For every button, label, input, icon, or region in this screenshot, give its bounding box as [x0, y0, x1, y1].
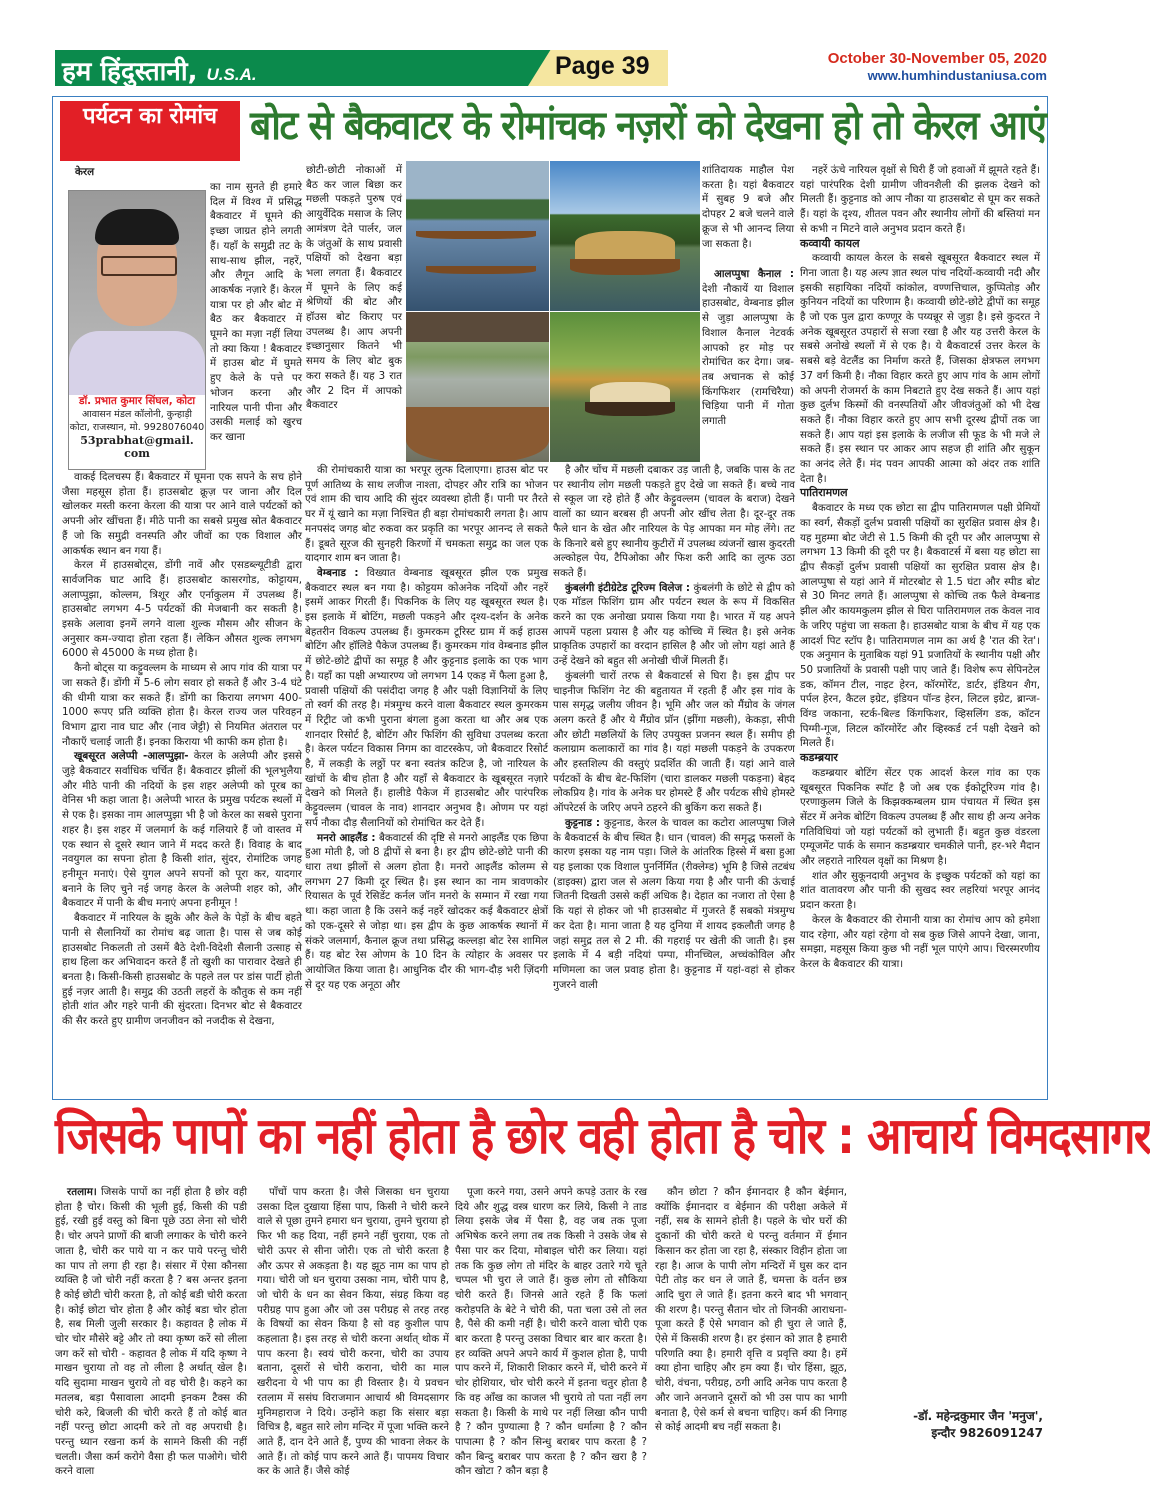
paragraph: शांत और सुकूनदायी अनुभव के इच्छुक पर्यटकों को यहां का शांत वातावरण और पानी की सुखद स्वर लहरियां भरपूर आनंद प्रदान करता है।: [800, 869, 1040, 912]
paragraph: पूजा करने गया, उसने अपने कपड़े उतार के रख दिये और शुद्ध वस्त्र धारण कर लिये, किसी ने ताड लिया इसके जेब में पैसा है, वह जब तक पूजा अभिषेक करने लगा तब तक किसी ने उसके जेब से पैसा पार कर दिया, मोबाइल चोरी कर लिया। यहां तक कि कुछ लोग तो मंदिर के बाहर उतारे गये चूते चप्पल भी चुरा ले जाते हैं। कुछ लोग तो सौकिया चोरी करते हैं। जिनसे आते रहते हैं कि फलां करोड़पति के बेटे ने चोरी की, पता चला उसे तो लत है, पैसे की कमी नहीं है। चोरी करने वाला चोरी एक बार करता है परन्तु उसका विचार बार बार करता है। हर व्यक्ति अपने अपने कार्य में कुशल होता है, पापी पाप करने में, शिकारी शिकार करने में, चोरी करने में चोर होशियार, चोर चोरी करने में इतना चतुर होता है कि वह आँख का काजल भी चुराये तो पता नहीं लग सकता है। किसी के माथे पर नहीं लिखा कौन पापी है ? कौन पुण्यात्मा है ? कौन धर्मात्मा है ? कौन पापात्मा है ? कौन सिन्धु बराबर पाप करता है ? कौन बिन्दु बराबर पाप करता है ? कौन खरा है ? कौन खोटा ? कौन बड़ा है: [455, 1186, 647, 1478]
col2-top-text: छोटी-छोटी नोकाओं में बैठ कर जाल बिछा कर मछली पकड़ते पुरुष एवं आयुर्वेदिक मसाज के लिए आमंत्रण देते पार्लर, जल के जंतुओं के साथ प्रवासी पक्षियों को देखना बड़ा भला लगता हैं। बैकवाटर में घूमने के लिए कई श्रेणियों की बोट और हॉउस बोट किराए पर उपलब्ध है। आप अपनी इच्छानुसार कितने भी समय के लिए बोट बुक करा सकते हैं। यह 3 रात और 2 दिन में आपको बैकवाटर: [306, 164, 402, 412]
article-headline: बोट से बैकवाटर के रोमांचक नज़रों को देखना हो तो केरल आएं: [250, 103, 1046, 149]
paragraph: मनरो आइलैंड : बैकवाटर्स की दृष्टि से मनरो आइलैंड एक छिपा हुआ मोती है, जो 8 द्वीपों से बना है। हर द्वीप छोटे-छोटे पानी की धारा तथा झीलों से अलग होता है। मनरो आइलैंड कोलम्म से लगभग 27 किमी दूर स्थित है। इस स्थान का नाम त्रावणकोर रियासत के पूर्व रेसिडेंट कर्नल जॉन मनरो के सम्मान में रखा गया था। कहा जाता है कि उसने कई नहरें खोदकर कई बैकवाटर क्षेत्रों को एक-दूसरे से जोड़ा था। इस द्वीप के कुछ आकर्षक स्थानों में संकरे जलमार्ग, कैनाल क्रूज तथा प्रसिद्ध कल्लड़ा बोट रेस शामिल हैं। यह बोट रेस ओणम के 10 दिन के त्योहार के अवसर पर आयोजित किया जाता है। आधुनिक दौर की भाग-दौड़ भरी ज़िंदगी से दूर यह एक अनूठा और: [305, 831, 548, 991]
paragraph: बैकवाटर में नारियल के झुके और केले के पेड़ों के बीच बहते पानी से सैलानियों का रोमांच बढ़ जाता है। पास से जब कोई हाउसबोट निकलती तो उसमें बैठे देशी-विदेशी सैलानी उत्साह से हाथ हिला कर अभिवादन करते हैं तो खुशी का पारावार देखते ही बनता है। किसी-किसी हाउसबोट के पहले तल पर डांस पार्टी होती हुई नज़र आती है। समुद्र की उठती लहरों के कौतुक से कम नहीं होती शांत और गहरे पानी की सुंदरता। दिनभर बोट से बैकवाटर की सैर करते हुए ग्रामीण जनजीवन को नजदीक से देखना,: [62, 912, 302, 1028]
paragraph: आलप्पुषा कैनाल : देशी नौकायें या विशाल हाउसबोट, वेम्बनाड झील से जुड़ा आलप्पुषा के विशाल कैनाल नेटवर्क आपको हर मोड़ पर रोमांचित कर देगा। जब-तब अचानक से कोई किंगफिशर (रामचिरैया) चिड़िया पानी में गोता लगाती: [702, 268, 794, 428]
article2-col2: [257, 1185, 449, 1478]
issue-date: October 30-November 05, 2020: [827, 50, 1047, 67]
paragraph: कव्वायी कायल केरल के सबसे खूबसूरत बैकवाटर स्थल में गिना जाता है। यह अल्प ज्ञात स्थल पांच नदियों-कव्वायी नदी और इसकी सहायिका नदियों कांकोल, वण्णत्तिचाल, कुप्पितोड़ और कुनियन नदियों का परिणाम है। कव्वायी छोटे-छोटे द्वीपों का समूह है जो एक पुल द्वारा कण्णूर के पय्यन्नूर से जुड़ा है। इसे कुदरत ने अनेक खूबसूरत उपहारों से सजा रखा है और यह उत्तरी केरल के सबसे अनोखे स्थलों में से एक है। ये बैकवाटर्स उत्तर केरल के सबसे बड़े वेटलैंड का निर्माण करते हैं, जिसका क्षेत्रफल लगभग 37 वर्ग किमी है। नौका विहार करते हुए आप गांव के आम लोगों को अपनी रोजमर्रा के काम निबटाते हुए देख सकते हैं। आप यहां कुछ दुर्लभ किस्मों की वनस्पतियों और जीवजंतुओं को भी देख सकते हैं। नौका विहार करते हुए आप सभी दूरस्थ द्वीपों तक जा सकते हैं। आप यहां इस इलाके के लजीज सी फूड के भी मजे ले सकते हैं। इस स्थान पर आकर आप सहज ही शांति और सुकून का अनंद लेते हैं। मंद पवन आपकी आत्मा को अंदर तक शांति देता है।: [800, 252, 1040, 485]
col3-canal-text: [702, 267, 794, 461]
col1-top-text: का नाम सुनते ही हमारे दिल में विश्व में प्रसिद्ध बैकवाटर में घूमने की इच्छा जाग्रत होने लगती हैं। यहाँ के समुद्री तट के साथ-साथ झील, नहरें, और लैगून आदि के आकर्षक नज़ारे हैं। केरल यात्रा पर हो और बोट में बैठ कर बैकवाटर में घूमने का मज़ा नहीं लिया तो क्या किया ! बैकवाटर में हाउस बोट में घुमते हुए केले के पत्ते पर भोजन करना और नारियल पानी पीना और उसकी मलाई को खुरच कर खाना: [210, 181, 302, 443]
subheading: कव्वायी कायल: [800, 236, 860, 250]
author-photo: [68, 190, 206, 397]
paragraph: की रोमांचकारी यात्रा का भरपूर लुत्फ दिलाएगा। हाउस बोट पर पूर्ण आतिथ्य के साथ लजीज नाश्ता, दोपहर और रात्रि का भोजन एवं शाम की चाय आदि की सुंदर व्यवस्था होती हैं। पानी पर तैरते घर में यूं खाने का मज़ा निश्चित ही बड़ा रोमांचकारी लगता है। आप मनपसंद जगह बोट रुकवा कर प्रकृति का भरपूर आनन्द ले सकते हैं। डूबते सूरज की सुनहरी किरणों में चमकता समुद्र का जल एक यादगार शाम बन जाता है।: [305, 464, 548, 565]
paragraph: रतलाम। जिसके पापों का नहीं होता है छोर वही होता है चोर। किसी की भूली हुई, किसी की पडी हुई, रखी हुई वस्तु को बिना पूछे उठा लेना सो चोरी है। चोर अपने प्राणों की बाजी लगाकर के चोरी करने जाता है, चोरी कर पाये या न कर पाये परन्तु चोरी का पाप तो लगा ही रहा है। संसार में ऐसा कौनसा व्यक्ति है जो चोरी नहीं करता है ? बस अन्तर इतना है कोई छोटी चोरी करता है, तो कोई बडी चोरी करता है। कोई छोटा चोर होता है और कोई बडा चोर होता है, सब मिली जुली सरकार है। कहावत है लोक में चोर चोर मौसेरे बट्टे और तो क्या कृष्ण करें सो लीला जग करें सो चोरी - कहावत है लोक में यदि कृष्ण ने माखन चुराया तो वह तो लीला है अर्थात् खेल है। यदि सुदामा माखन चुराये तो वह चोरी है। कहने का मतलब, बड़ा पैसावाला आदमी इनकम टैक्स की चोरी करे, बिजली की चोरी करते हैं तो कोई बात नहीं परन्तु छोटा आदमी करे तो वह अपराधी है। परन्तु ध्यान रखना कर्म के सामने किसी की नहीं चलती। जैसा कर्म करोगे वैसा ही फल पाओगे। चोरी करने वाला: [55, 1186, 248, 1478]
col1-body: [62, 470, 302, 1092]
newspaper-logo: [62, 52, 257, 88]
author-email: 53prabhat@gmail. com: [80, 434, 194, 460]
paragraph: केरल में हाउसबोट्स, डोंगी नावें और एसडब्ल्यूटीडी द्वारा सार्वजनिक घाट आदि हैं। हाउसबोट कासरगोड, कोट्टायम, अलाप्पुझा, कोल्लम, त्रिशूर और एर्नाकुलम में उपलब्ध हैं। हाउसबोट लगभग 4-5 पर्यटकों की मेजबानी कर सकती है। इसके अलावा इनमें लगने वाला शुल्क मौसम और सीजन के अनुसार कम-ज्यादा होता रहता हैं। लेकिन औसत शुल्क लगभग 6000 से 45000 के मध्य होता है।: [62, 559, 302, 660]
article2-signature: [913, 1408, 1043, 1442]
subheading: कडम्ब्रयार: [800, 751, 838, 765]
paragraph: कुंबलंगी इंटीग्रेटेड टूरिज्म विलेज : कुंबलंगी के छोटे से द्वीप को एक मॉडल फिशिंग ग्राम और पर्यटन स्थल के रूप में विकसित करने का एक अनोखा प्रयास किया गया है। भारत में यह अपने आपमें पहला प्रयास है और यह कोच्चि में स्थित है। इसे अनेक प्राकृतिक उपहारों का वरदान हासिल है और जो लोग यहां आते हैं उन्हें देखने को बहुत सी अनोखी चीजें मिलती हैं।: [553, 581, 795, 668]
website-url[interactable]: www.humhindustaniusa.com: [867, 68, 1047, 83]
author-name: डॉ. प्रभात कुमार सिंघल, कोटा: [78, 395, 196, 407]
paragraph: है और चोंच में मछली दबाकर उड़ जाती है, जबकि पास के तट पर स्थानीय लोग मछली पकड़ते हुए देखे जा सकते हैं। बच्चे नाव से स्कूल जा रहे होते हैं और केट्टुवल्लम (चावल के बराज) देखने वालों का ध्यान बरबस ही अपनी ओर खींच लेता है। दूर-दूर तक फैले धान के खेत और नारियल के पेड़ आपका मन मोह लेंगे। तट के किनारे बसे हुए स्थानीय कुटीरों में उपलब्ध व्यंजनों खास कुदरती अल्कोहल पेय, टैपिओका और फिश करी आदि का लुत्फ उठा सकते हैं।: [553, 464, 795, 579]
tourists-boat-photo: [405, 311, 550, 463]
article2-col4: [655, 1185, 847, 1437]
signature-name: -डॉ. महेन्द्रकुमार जैन 'मनुज',: [913, 1409, 1043, 1423]
paragraph: केरल के बैकवाटर की रोमानी यात्रा का रोमांच आप को हमेशा याद रहेगा, और यहां रहेगा वो सब कुछ जिसे आपने देखा, जाना, समझा, महसूस किया कुछ भी नहीं भूल पाएंगे आप। चिरस्मरणीय केरल के बैकवाटर की यात्रा।: [800, 913, 1040, 970]
subheading: पातिरामणल: [800, 486, 848, 500]
paragraph: नहरें ऊंचे नारियल वृक्षों से घिरी हैं जो हवाओं में झूमते रहते हैं। यहां पारंपरिक देशी ग्रामीण जीवनशैली की झलक देखने को मिलती हैं। कुट्टनाड को आप नौका या हाउसबोट से घूम कर सकते हैं। यहां के दृश्य, शीतल पवन और स्थानीय लोगों की बस्तियां मन से कभी न मिटने वाले अनुभव प्रदान करते हैं।: [800, 164, 1040, 235]
author-address: आवासन मंडल कॉलोनी, कुन्हाड़ी: [81, 409, 192, 420]
canal-boat-photo: [549, 311, 701, 463]
paragraph: वेम्बनाड : विख्यात वेम्बनाड खूबसूरत झील एक प्रमुख बैकवाटर स्थल बन गया है। कोट्टयम कोअनेक नदियों और नहरें इसमें आकर गिरती हैं। पिकनिक के लिए यह खूबसूरत स्थल है। इस इलाके में बोटिंग, मछली पकड़ने और दृश्य-दर्शन के अनेक बेहतरीन विकल्प उपलब्ध हैं। कुमरकम टूरिस्ट ग्राम में कई हाउस बोटिंग और हॉलिडे पैकेज उपलब्ध हैं। कुमरकम गांव वेम्बनाड झील में छोटे-छोटे द्वीपों का समूह है और कुट्टनाड इलाके का एक भाग है। यहाँ का पक्षी अभ्यारण्य जो लगभग 14 एकड़ में फैला हुआ है, प्रवासी पक्षियों की पसंदीदा जगह है और पक्षी विज्ञानियों के लिए तो स्वर्ग की तरह है। मंत्रमुग्ध करने वाला बैकवाटर स्थल कुमरकम में रिट्रीट जो कभी पुराना बंगला हुआ करता था और अब एक शानदार रिसोर्ट है, बोटिंग और फिशिंग की सुविधा उपलब्ध करता है। केरल पर्यटन विकास निगम का वाटरस्केप, जो बैकवाटर रिसोर्ट है, में लकड़ी के लठ्ठों पर बना स्वतंत्र कटिज है, जो नारियल के खांचों के बीच होता है और यहाँ से बैकवाटर के खूबसूरत नज़ारे देखने को मिलते हैं। हालीडे पैकेज में हाउसबोट और पारंपरिक केट्टुवल्लम (चावल के नाव) शानदार अनुभव है। ओणम पर यहां सर्प नौका दौड़ सैलानियों को रोमांचित कर देते हैं।: [305, 566, 548, 829]
paragraph: कुंबलंगी चारों तरफ से बैकवाटर्स से घिरा है। इस द्वीप पर चाइनीज फिशिंग नेट की बहुतायत में रहती हैं और इस गांव के पास समृद्ध जलीय जीवन है। भूमि और जल को मैंग्रोव के जंगल अलग करते हैं और ये मैंग्रोव प्रॉन (झींगा मछली), केकड़ा, सीपी और छोटी मछलियों के लिए उपयुक्त प्रजनन स्थल हैं। समीप ही कलाग्राम कलाकारों का गांव है। यहां मछली पकड़ने के उपकरण और हस्तशिल्प की वस्तुएं प्रदर्शित की जाती हैं। यहां आने वाले पर्यटकों के बीच बेट-फिशिंग (चारा डालकर मछली पकड़ना) बेहद लोकप्रिय है। गांव के अनेक घर होमस्टे हैं और पर्यटक सीधे होमस्टे ऑपरेटर्स के जरिए अपने ठहरने की बुकिंग करा सकते हैं।: [553, 669, 795, 815]
article2-col5: [853, 1185, 1043, 1405]
newspaper-name: हम हिंदुस्तानी,: [62, 57, 198, 87]
page-number: Page 39: [555, 52, 650, 80]
houseboat-photo: [549, 160, 701, 312]
rowing-photo: [405, 160, 550, 312]
author-city: कोटा, राजस्थान, मो. 9928076040: [69, 422, 205, 433]
author-caption: [68, 395, 206, 470]
paragraph: बैकवाटर के मध्य एक छोटा सा द्वीप पातिरामणल पक्षी प्रेमियों का स्वर्ग, सैकड़ों दुर्लभ प्रवासी पक्षियों का सुरक्षित प्रवास क्षेत्र है। यह मुहम्मा बोट जेटी से 1.5 किमी की दूरी पर और आलप्पुषा से लगभग 13 किमी की दूरी पर है। बैकवाटर्स में बसा यह छोटा सा द्वीप सैकड़ों दुर्लभ प्रवासी पक्षियों का सुरक्षित प्रवास क्षेत्र है। आलप्पुषा से यहां आने में मोटरबोट से 1.5 घंटा और स्पीड बोट से 30 मिनट लगते हैं। आलप्पुषा से कोच्चि तक फैले वेम्बनाड झील और कायमकुलम झील से घिरा पातिरामणल तक केवल नाव के जरिए पहुंचा जा सकता है। हाउसबोट यात्रा के बीच में यह एक आदर्श पिट स्टॉप है। पातिरामणल नाम का अर्थ है 'रात की रेत'। एक अनुमान के मुताबिक यहां 91 प्रजातियों के स्थानीय पक्षी और 50 प्रजातियों के प्रवासी पक्षी पाए जाते हैं। विशेष रूप सेपिनटेल डक, कॉमन टील, नाइट हेरन, कॉरमोरेंट, डार्टर, इंडियन शैग, पर्पल हेरन, कैटल इग्रेट, इंडियन पॉन्ड हेरन, लिटल इग्रेट, ब्रान्ज-विंग्ड जकाना, स्टर्क-बिल्ड किंगफिशर, व्हिसलिंग डक, कॉटन पिग्मी-गूज, लिटल कॉरमोरेंट और व्हिस्कर्ड टर्न पक्षी देखने को मिलते हैं।: [800, 502, 1041, 750]
col1-lead: [75, 165, 300, 181]
article2-col1: [55, 1185, 248, 1478]
col3-body: [553, 463, 795, 1093]
newspaper-region: U.S.A.: [206, 65, 257, 84]
article2-headline: जिसके पापों का नहीं होता है छोर वही होता है चोर : आचार्य विमदसागर: [55, 1107, 1150, 1165]
paragraph: कैनो बोट्स या कट्टुवल्लम के माध्यम से आप गांव की यात्रा पर जा सकते हैं। डोंगी में 5-6 लोग सवार हो सकते हैं और 3-4 घंटे की धीमी यात्रा कर सकते हैं। डोंगी का किराया लगभग 400-1000 रूपए प्रति व्यक्ति होता है। केरल राज्य जल परिवहन विभाग द्वारा नाव घाट और (नाव जेट्टी) से नियमित अंतराल पर नौकाएँ चलाई जाती हैं। इनका किराया भी काफी कम होता है।: [62, 662, 302, 748]
paragraph: कौन छोटा ? कौन ईमानदार है कौन बेईमान, क्योंकि ईमानदार व बेईमान की परीक्षा अकेले में नहीं, सब के सामने होती है। पहले के चोर घरों की दुकानों की चोरी करते थे परन्तु वर्तमान में ईमान किसान कर होता जा रहा है, संस्कार विहीन होता जा रहा है। आज के पापी लोग मन्दिरों में घुस कर दान पेटी तोड़ कर धन ले जाते हैं, चमत्ता के वर्तन छत्र आदि चुरा ले जाते हैं। इतना करने बाद भी भगवान् की शरण है। परन्तु सैतान चोर तो जिनकी आराधना-पूजा करते हैं ऐसे भगवान को ही चुरा ले जाते हैं, ऐसे में किसकी शरण है। हर इंसान को ज्ञात है हमारी परिणति क्या है। हमारी वृत्ति व प्रवृत्ति क्या है। हमें क्या होना चाहिए और हम क्या हैं। चोर हिंसा, झूठ, चोरी, वंचना, परीग्रह, ठगी आदि अनेक पाप करता है और जाने अनजाने दूसरों को भी उस पाप का भागी बनाता है, ऐसे कर्म से बचना चाहिए। कर्म की निगाह से कोई आदमी बच नहीं सकता है।: [655, 1186, 847, 1434]
signature-city: इन्दौर 9826091247: [931, 1426, 1043, 1440]
paragraph: कडम्ब्रयार बोटिंग सेंटर एक आदर्श केरल गांव का एक खूबसूरत पिकनिक स्पॉट है जो अब एक ईकोटूरिज्म गांव है। एरणाकुलम जिले के किझक्कम्बलम ग्राम पंचायत में स्थित इस सेंटर में अनेक बोटिंग विकल्प उपलब्ध हैं और साथ ही अन्य अनेक गतिविधियां जो यहां पर्यटकों को लुभाती हैं। बहुत कुछ वंडरला एम्यूजमेंट पार्क के समान कडम्ब्रयार चमकीले पानी, हर-भरे मैदान और लहराते नारियल वृक्षों का मिश्रण है।: [800, 766, 1040, 868]
paragraph: कुट्टनाड : कुट्टनाड, केरल के चावल का कटोरा आलप्पुषा जिले के बैकवाटर्स के बीच स्थित है। धान (चावल) की समृद्ध फसलों के कारण इसका यह नाम पड़ा। जिले के आंतरिक हिस्से में बसा हुआ यह इलाका एक विशाल पुनर्निर्मित (रीक्लेम्ड) भूमि है जिसे तटबंध (डाइक्स) द्वारा जल से अलग किया गया है और पानी की ऊंचाई जितनी दिखती उससे कहीं अधिक है। देहात का नजारा तो ऐसा है कि यहां से होकर जो भी हाउसबोट में गुजरते हैं सबको मंत्रमुग्ध कर देता है। माना जाता है यह दुनिया में शायद इकलौती जगह है जहां समुद्र तल से 2 मी. की गहराई पर खेती की जाती है। इस इलाके में 4 बड़ी नदियां पम्पा, मीनच्चिल, अच्चंकोविल और मणिमला का जल प्रवाह होता है। कुट्टनाड में यहां-वहां से होकर गुजरने वाली: [553, 816, 795, 991]
paragraph: वाकई दिलचस्प हैं। बैकवाटर में घूमना एक सपने के सच होने जैसा महसूस होता हैं। हाउसबोट क्रूज़ पर जाना और दिल खोलकर मस्ती करना केरला की यात्रा पर आने वाले पर्यटकों को अपनी ओर खींचता हैं। मीठे पानी का सबसे प्रमुख स्रोत बैकवाटर हैं जो कि समुद्री वनस्पति और जीवों का एक विशाल और आकर्षक स्थान बन गया हैं।: [62, 471, 302, 557]
section-kicker: पर्यटन का रोमांच: [60, 101, 240, 161]
col2-body: [305, 463, 548, 1093]
article2-col3: [455, 1185, 647, 1478]
paragraph: पाँचों पाप करता है। जैसे जिसका धन चुराया उसका दिल दुखाया हिंसा पाप, किसी ने चोरी करने वाले से पूछा तुमने हमारा धन चुराया, तुमने चुराया हो फिर भी कह दिया, नहीं हमने नहीं चुराया, एक तो चोरी ऊपर से सीना जोरी। एक तो चोरी करता है और ऊपर से अकड़ता है। यह झूठ नाम का पाप हो गया। चोरी जो धन चुराया उसका नाम, चोरी पाप है, जो चोरी के धन का सेवन किया, संग्रह किया वह परीग्रह पाप हुआ और जो उस परीग्रह से तरह तरह के विषयों का सेवन किया है सो वह कुशील पाप कहलाता है। इस तरह से चोरी करना अर्थात् थोक में पाप करना है। स्वयं चोरी करना, चोरी का उपाय बताना, दूसरों से चोरी कराना, चोरी का माल खरीदना ये भी पाप का ही विस्तार है। ये प्रवचन रतलाम में ससंघ विराजमान आचार्य श्री विमदसागर मुनिमहाराज ने दिये। उन्होंने कहा कि संसार बड़ा विचित्र है, बहुत सारे लोग मन्दिर में पूजा भक्ति करने आते हैं, दान देने आते हैं, पुण्य की भावना लेकर के आते हैं। तो कोई पाप करने आते हैं। पापमय विचार कर के आते हैं। जैसे कोई: [257, 1186, 449, 1478]
col3-top-text: शांतिदायक माहौल पेश करता है। यहां बैकवाटर में सुबह 9 बजे और दोपहर 2 बजे चलने वाले क्रूज से भी आनन्द लिया जा सकता है।: [702, 164, 794, 250]
paragraph: खूबसूरत अलेप्पी -आलप्पुझा- केरल के अलेप्पी और इससे जुड़े बैकवाटर सर्वाधिक चर्चित हैं। बैकवाटर झीलों की भूलभुलैया और मीठे पानी की नदियों के इस शहर अलेप्पी को पूरब का वेनिस भी कहा जाता है। अलेप्पी भारत के प्रमुख पर्यटक स्थलों में से एक है। इसका नाम आलप्पुझा भी है जो केरल का सबसे पुराना शहर है। इस शहर में जलमार्ग के कई गलियारे हैं जो वास्तव में एक स्थान से दूसरे स्थान जाने में मदद करते हैं। विवाह के बाद नवयुगल का सपना होता है किसी शांत, सुंदर, रोमांटिक जगह हनीमून मनाएं। ऐसे युगल अपने सपनों को पूरा कर, यादगार बनाने के लिए चुने नई जगह केरल के अलेप्पी शहर को, और बैकवाटर में पानी के बीच मनाएं अपना हनीमून !: [62, 750, 302, 910]
lead-word: केरल: [75, 166, 95, 178]
col4-body: [800, 163, 1040, 1093]
